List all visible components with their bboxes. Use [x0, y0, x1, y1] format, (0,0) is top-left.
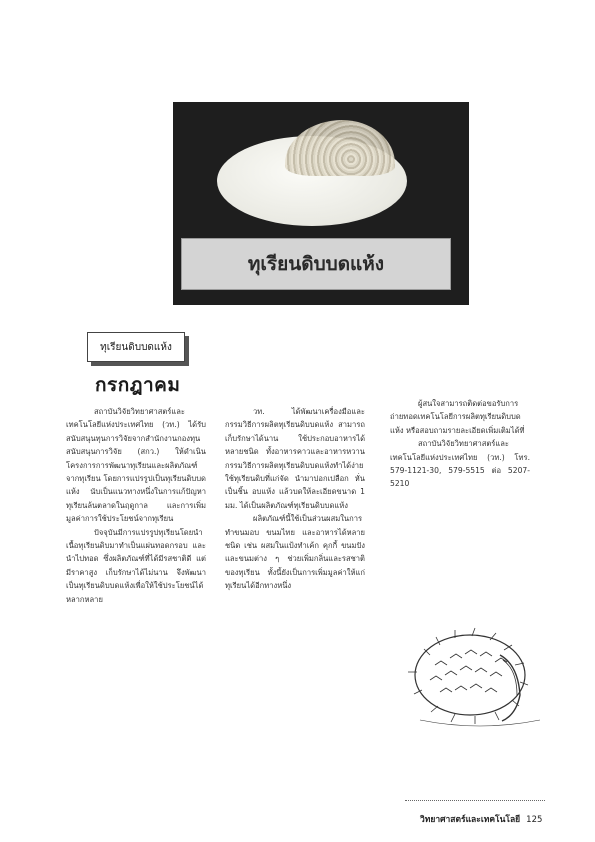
- text-column-2: [225, 405, 365, 593]
- paragraph: ปัจจุบันมีการแปรรูปทุเรียนโดยนำเนื้อทุเรียนดิบมาทำเป็นแผ่นทอดกรอบ และนำไปทอด ซึ่งผลิตภัณฑ์ที่ได้มีรสชาติดี แต่มีราคาสูง เก็บรักษาได้ไม่นาน จึงพัฒนาเป็นทุเรียนดิบบดแห้งเพื่อให้ใช้ประโยชน์ได้หลากหลาย: [66, 527, 206, 604]
- text-column-1: [66, 405, 206, 606]
- paragraph: สถาบันวิจัยวิทยาศาสตร์และเทคโนโลยีแห่งประเทศไทย (วท.) ได้รับสนับสนุนทุนการวิจัยจากสำนักงานกองทุนสนับสนุนการวิจัย (สกว.) ให้ดำเนินโครงการการพัฒนาทุเรียนและผลิตภัณฑ์จากทุเรียน โดยการแปรรูปเป็นทุเรียนดิบบดแห้ง นับเป็นแนวทางหนึ่งในการแก้ปัญหาทุเรียนล้นตลาดในฤดูกาล และการเพิ่มมูลค่าการใช้ประโยชน์จากทุเรียน: [66, 407, 206, 524]
- footer-title: วิทยาศาสตร์และเทคโนโลยี: [420, 815, 521, 825]
- paragraph: ผู้สนใจสามารถติดต่อขอรับการถ่ายทอดเทคโนโลยีการผลิตทุเรียนดิบบดแห้ง หรือสอบถามรายละเอียดเพิ่มเติมได้ที่: [390, 399, 525, 435]
- paragraph: ผลิตภัณฑ์นี้ใช้เป็นส่วนผสมในการทำขนมอบ ขนมไทย และอาหารได้หลายชนิด เช่น ผสมในแป้งทำเค้ก คุกกี้ ขนมปัง และขนมต่าง ๆ ช่วยเพิ่มกลิ่นและรสชาติของทุเรียน ทั้งนี้ยังเป็นการเพิ่มมูลค่าให้แก่ทุเรียนได้อีกทางหนึ่ง: [225, 514, 365, 591]
- paragraph: สถาบันวิจัยวิทยาศาสตร์และเทคโนโลยีแห่งประเทศไทย (วท.) โทร. 579-1121-30, 579-5515 ต่อ 5207-5210: [390, 439, 530, 489]
- durian-powder-image: [285, 120, 395, 176]
- durian-photo: [173, 102, 469, 305]
- section-tag: [87, 332, 185, 362]
- footer-rule: [405, 800, 545, 801]
- section-tag-label: ทุเรียนดิบบดแห้ง: [100, 341, 172, 353]
- page-footer: [420, 812, 542, 826]
- month-heading: กรกฎาคม: [95, 374, 181, 396]
- photo-caption: ทุเรียนดิบบดแห้ง: [247, 253, 385, 275]
- text-column-3: [390, 397, 530, 491]
- durian-illustration: [400, 620, 550, 735]
- page-number: 125: [526, 815, 543, 825]
- paragraph: วท. ได้พัฒนาเครื่องมือและกรรมวิธีการผลิตทุเรียนดิบบดแห้ง สามารถเก็บรักษาได้นาน ใช้ประกอบอาหารได้หลายชนิด ทั้งอาหารคาวและอาหารหวาน กรรมวิธีการผลิตทุเรียนดิบบดแห้งทำได้ง่าย ใช้ทุเรียนดิบที่แก่จัด นำมาปอกเปลือก หั่นเป็นชิ้น อบแห้ง แล้วบดให้ละเอียดขนาด 1 มม. ได้เป็นผลิตภัณฑ์ทุเรียนดิบบดแห้ง: [225, 407, 365, 510]
- photo-caption-box: [181, 238, 451, 290]
